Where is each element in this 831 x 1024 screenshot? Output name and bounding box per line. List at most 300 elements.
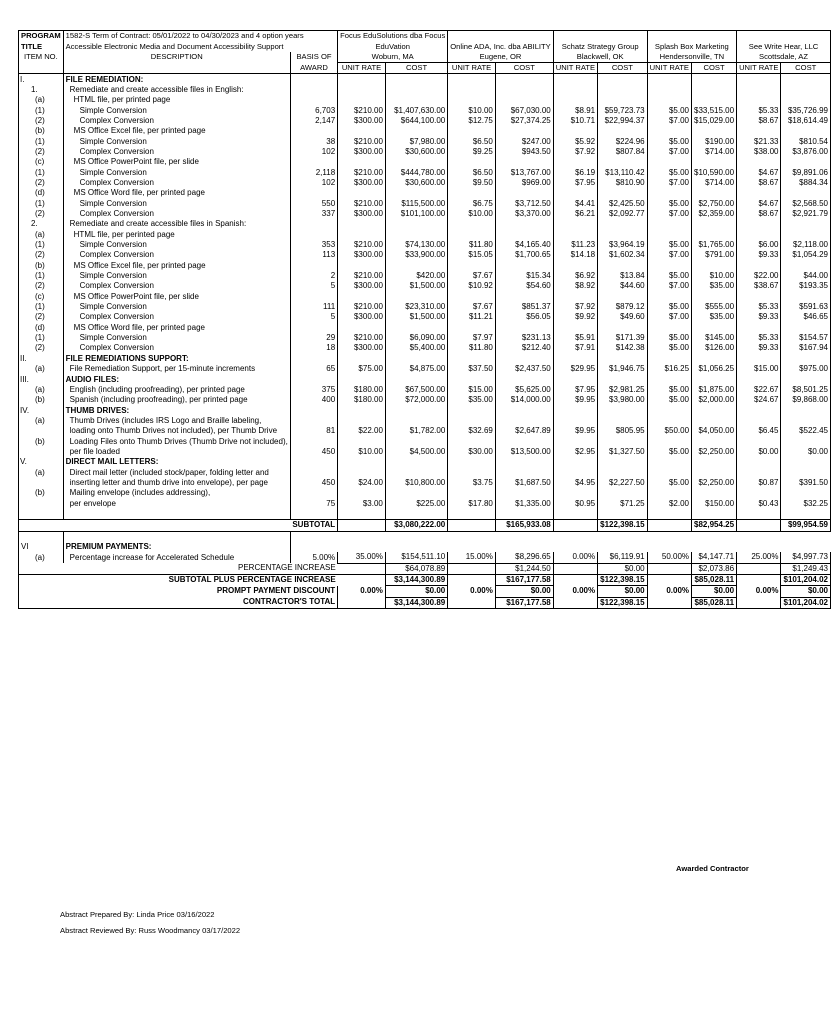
basis-of-award: 5 — [290, 281, 337, 291]
unit-rate — [737, 74, 781, 85]
unit-rate — [737, 85, 781, 95]
cost: $3,876.00 — [781, 147, 831, 157]
unit-rate — [338, 374, 386, 384]
cost — [692, 354, 737, 364]
cost: $7,980.00 — [385, 136, 447, 146]
unit-rate: $8.91 — [553, 105, 597, 115]
unit-rate — [553, 126, 597, 136]
cost — [781, 126, 831, 136]
table-row — [19, 178, 831, 188]
item-description: Simple Conversion — [63, 105, 290, 115]
unit-rate — [553, 261, 597, 271]
unit-rate: $300.00 — [338, 312, 386, 322]
cost — [495, 157, 553, 167]
cost: $0.00 — [781, 447, 831, 457]
unit-rate: $9.33 — [737, 250, 781, 260]
item-description: MS Office Word file, per printed page — [63, 188, 290, 198]
unit-rate — [647, 95, 691, 105]
unit-rate — [553, 374, 597, 384]
cost: $6,090.00 — [385, 333, 447, 343]
cost — [385, 188, 447, 198]
unit-rate — [338, 405, 386, 415]
vendor-5-name-line1 — [737, 31, 831, 42]
cost: $1,407,630.00 — [385, 105, 447, 115]
vendor-5-location: Scottsdale, AZ — [737, 52, 831, 63]
unit-rate: $0.87 — [737, 478, 781, 488]
item-description: MS Office Word file, per printed page — [63, 323, 290, 333]
cost: $1,687.50 — [495, 478, 553, 488]
unit-rate: $5.91 — [553, 333, 597, 343]
cost: $2,921.79 — [781, 209, 831, 219]
contractor-total-value: $101,204.02 — [781, 597, 831, 608]
cost: $391.50 — [781, 478, 831, 488]
percentage-increase-value: $1,244.50 — [495, 563, 553, 574]
cost: $15.34 — [495, 271, 553, 281]
table-row — [19, 240, 831, 250]
cost — [781, 219, 831, 229]
premium-title-row — [19, 542, 831, 552]
percentage-increase-row — [19, 563, 831, 574]
percentage-increase-label: PERCENTAGE INCREASE — [19, 563, 338, 574]
unit-rate: $210.00 — [338, 333, 386, 343]
cost — [495, 374, 553, 384]
unit-rate: $5.00 — [647, 333, 691, 343]
cost — [692, 488, 737, 498]
basis-of-award — [290, 457, 337, 467]
premium-cost: $6,119.91 — [598, 552, 648, 563]
table-row — [19, 126, 831, 136]
cost: $3,712.50 — [495, 199, 553, 209]
unit-rate: $4.67 — [737, 167, 781, 177]
cost: $44.60 — [598, 281, 648, 291]
cost: $23,310.00 — [385, 302, 447, 312]
unit-rate — [647, 157, 691, 167]
cost: $54.60 — [495, 281, 553, 291]
unit-rate — [737, 405, 781, 415]
award-label: AWARD — [290, 63, 337, 74]
program-line: 1582-S Term of Contract: 05/01/2022 to 04/30/2023 and 4 option years — [63, 31, 338, 42]
unit-rate — [553, 292, 597, 302]
cost: $1,335.00 — [495, 498, 553, 508]
cost: $884.34 — [781, 178, 831, 188]
cost: $13,500.00 — [495, 447, 553, 457]
cost: $851.37 — [495, 302, 553, 312]
unit-rate — [338, 467, 386, 477]
unit-rate — [448, 74, 496, 85]
basis-of-award: 375 — [290, 385, 337, 395]
spacer — [290, 531, 830, 542]
bid-abstract-table — [18, 30, 831, 609]
cost: $1,765.00 — [692, 240, 737, 250]
item-description: Complex Conversion — [63, 281, 290, 291]
cost: $1,602.34 — [598, 250, 648, 260]
cost: $49.60 — [598, 312, 648, 322]
unit-rate: $9.25 — [448, 147, 496, 157]
item-description: Thumb Drives (includes IRS Logo and Braille labeling, — [63, 416, 290, 426]
table-row — [19, 395, 831, 405]
unit-rate — [448, 261, 496, 271]
unit-rate: $9.92 — [553, 312, 597, 322]
unit-rate: $6.50 — [448, 136, 496, 146]
spacer-row — [19, 509, 831, 520]
cost: $30,600.00 — [385, 147, 447, 157]
unit-rate: $7.95 — [553, 385, 597, 395]
cost — [692, 85, 737, 95]
unit-rate: $50.00 — [647, 426, 691, 436]
unit-rate: $5.00 — [647, 240, 691, 250]
unit-rate: $210.00 — [338, 199, 386, 209]
item-number: (b) — [19, 126, 64, 136]
percentage-increase-value: $2,073.86 — [692, 563, 737, 574]
cost: $22,994.37 — [598, 116, 648, 126]
spacer — [448, 597, 496, 608]
cost — [598, 323, 648, 333]
unit-rate — [338, 261, 386, 271]
spacer — [448, 563, 496, 574]
item-number: (2) — [19, 312, 64, 322]
basis-of-award — [290, 467, 337, 477]
unit-rate: $6.00 — [737, 240, 781, 250]
cost: $35.00 — [692, 312, 737, 322]
unit-rate — [553, 74, 597, 85]
cost: $2,647.89 — [495, 426, 553, 436]
cost: $9,891.06 — [781, 167, 831, 177]
cost: $231.13 — [495, 333, 553, 343]
unit-rate — [448, 157, 496, 167]
cost: $1,700.65 — [495, 250, 553, 260]
item-description: Complex Conversion — [63, 312, 290, 322]
unit-rate: $3.75 — [448, 478, 496, 488]
basis-of-award — [290, 416, 337, 426]
unit-rate — [647, 74, 691, 85]
cost — [495, 188, 553, 198]
unit-rate: $180.00 — [338, 395, 386, 405]
item-number: VI — [19, 542, 64, 552]
cost: $33,900.00 — [385, 250, 447, 260]
unit-rate — [448, 416, 496, 426]
cost: $190.00 — [692, 136, 737, 146]
cost — [598, 188, 648, 198]
cost — [781, 95, 831, 105]
unit-rate: $0.43 — [737, 498, 781, 508]
cost — [495, 85, 553, 95]
contractor-total-row — [19, 597, 831, 608]
unit-rate: $210.00 — [338, 105, 386, 115]
prompt-payment-rate: 0.00% — [553, 586, 597, 597]
cost: $714.00 — [692, 178, 737, 188]
unit-rate: $4.41 — [553, 199, 597, 209]
unit-rate: $7.95 — [553, 178, 597, 188]
cost: $33,515.00 — [692, 105, 737, 115]
table-row — [19, 447, 831, 457]
cost — [598, 126, 648, 136]
table-row — [19, 116, 831, 126]
unit-rate — [553, 95, 597, 105]
cost: $15,029.00 — [692, 116, 737, 126]
spacer — [647, 509, 691, 520]
spacer — [338, 509, 386, 520]
cost: $212.40 — [495, 343, 553, 353]
spacer — [290, 542, 830, 552]
unit-rate — [448, 126, 496, 136]
prompt-payment-row — [19, 586, 831, 597]
subtotal-plus-value: $85,028.11 — [692, 574, 737, 585]
cost — [598, 292, 648, 302]
cost: $224.96 — [598, 136, 648, 146]
unit-rate — [338, 188, 386, 198]
unit-rate — [647, 292, 691, 302]
premium-row — [19, 552, 831, 563]
unit-rate: $210.00 — [338, 240, 386, 250]
spacer — [448, 509, 496, 520]
title-label: TITLE — [19, 41, 64, 51]
unit-rate — [737, 436, 781, 446]
unit-rate — [448, 488, 496, 498]
cost — [781, 230, 831, 240]
cost: $30,600.00 — [385, 178, 447, 188]
cost-header: COST — [495, 63, 553, 74]
cost: $150.00 — [692, 498, 737, 508]
table-row — [19, 230, 831, 240]
unit-rate: $300.00 — [338, 343, 386, 353]
unit-rate: $7.00 — [647, 116, 691, 126]
vendor-2-name-line2: Online ADA, Inc. dba ABILITY — [448, 41, 553, 51]
cost — [781, 354, 831, 364]
cost: $1,946.75 — [598, 364, 648, 374]
item-number: (b) — [19, 488, 64, 498]
subtotal-value: $122,398.15 — [598, 520, 648, 531]
item-description: Complex Conversion — [63, 250, 290, 260]
premium-rate: 0.00% — [553, 552, 597, 563]
unit-rate — [553, 230, 597, 240]
item-description: English (including proofreading), per printed page — [63, 385, 290, 395]
item-description: FILE REMEDIATIONS SUPPORT: — [63, 354, 290, 364]
premium-rate: 5.00% — [290, 552, 337, 563]
unit-rate: $38.67 — [737, 281, 781, 291]
item-number: (b) — [19, 436, 64, 446]
spacer — [338, 520, 386, 531]
spacer — [737, 597, 781, 608]
cost-header: COST — [692, 63, 737, 74]
abstract-reviewed-by: Abstract Reviewed By: Russ Woodmancy 03/17/2022 — [60, 926, 241, 935]
unit-rate: $9.95 — [553, 426, 597, 436]
cost — [692, 292, 737, 302]
unit-rate — [553, 467, 597, 477]
unit-rate: $15.00 — [737, 364, 781, 374]
unit-rate — [647, 126, 691, 136]
premium-description: Percentage increase for Accelerated Schedule — [63, 552, 290, 563]
vendor-2-location: Eugene, OR — [448, 52, 553, 63]
section-row — [19, 374, 831, 384]
subtotal-plus-value: $101,204.02 — [781, 574, 831, 585]
section-row — [19, 457, 831, 467]
item-number: (1) — [19, 271, 64, 281]
unit-rate: $9.33 — [737, 343, 781, 353]
cost: $555.00 — [692, 302, 737, 312]
table-row — [19, 147, 831, 157]
subtotal-value: $165,933.08 — [495, 520, 553, 531]
cost: $10,590.00 — [692, 167, 737, 177]
cost — [781, 374, 831, 384]
unit-rate: $10.92 — [448, 281, 496, 291]
unit-rate: $5.00 — [647, 136, 691, 146]
unit-rate: $180.00 — [338, 385, 386, 395]
cost — [781, 85, 831, 95]
subtotal-plus-label: SUBTOTAL PLUS PERCENTAGE INCREASE — [19, 574, 338, 585]
unit-rate — [647, 457, 691, 467]
cost: $2,227.50 — [598, 478, 648, 488]
unit-rate: $5.00 — [647, 302, 691, 312]
unit-rate: $300.00 — [338, 116, 386, 126]
cost — [692, 188, 737, 198]
item-number: (a) — [19, 467, 64, 477]
basis-of-award — [290, 74, 337, 85]
unit-rate — [448, 95, 496, 105]
section-row — [19, 74, 831, 85]
unit-rate: $7.91 — [553, 343, 597, 353]
basis-of-award: 353 — [290, 240, 337, 250]
spacer — [553, 574, 597, 585]
cost: $32.25 — [781, 498, 831, 508]
spacer — [737, 574, 781, 585]
bid-abstract-sheet — [18, 30, 831, 609]
unit-rate: $6.50 — [448, 167, 496, 177]
unit-rate: $4.67 — [737, 199, 781, 209]
item-number — [19, 498, 64, 508]
section-row — [19, 405, 831, 415]
spacer — [448, 574, 496, 585]
cost — [781, 157, 831, 167]
unit-rate: $7.00 — [647, 312, 691, 322]
unit-rate: $10.00 — [448, 209, 496, 219]
premium-cost: $4,997.73 — [781, 552, 831, 563]
item-description: MS Office Excel file, per printed page — [63, 261, 290, 271]
unit-rate — [553, 488, 597, 498]
item-number — [19, 447, 64, 457]
basis-of-award: 6,703 — [290, 105, 337, 115]
unit-rate — [737, 416, 781, 426]
unit-rate: $7.92 — [553, 302, 597, 312]
unit-rate-header: UNIT RATE — [553, 63, 597, 74]
unit-rate — [553, 405, 597, 415]
item-number: (2) — [19, 116, 64, 126]
item-number: (2) — [19, 281, 64, 291]
table-row — [19, 467, 831, 477]
spacer — [338, 574, 386, 585]
item-description: Complex Conversion — [63, 178, 290, 188]
basis-of-award — [290, 292, 337, 302]
spacer — [19, 531, 64, 542]
cost — [385, 74, 447, 85]
unit-rate — [553, 416, 597, 426]
title-line: Accessible Electronic Media and Document Accessibility Support — [63, 41, 338, 51]
cost — [385, 85, 447, 95]
item-number: (1) — [19, 105, 64, 115]
unit-rate: $15.05 — [448, 250, 496, 260]
cost: $2,568.50 — [781, 199, 831, 209]
cost — [598, 261, 648, 271]
unit-rate — [553, 436, 597, 446]
unit-rate: $11.21 — [448, 312, 496, 322]
unit-rate — [338, 74, 386, 85]
table-row — [19, 323, 831, 333]
cost — [692, 95, 737, 105]
cost: $126.00 — [692, 343, 737, 353]
cost — [385, 219, 447, 229]
cost: $969.00 — [495, 178, 553, 188]
unit-rate — [647, 323, 691, 333]
spacer — [553, 509, 597, 520]
item-number: (a) — [19, 364, 64, 374]
basis-of-award: 550 — [290, 199, 337, 209]
item-number: (a) — [19, 552, 64, 563]
item-description: per envelope — [63, 498, 290, 508]
unit-rate: $7.00 — [647, 281, 691, 291]
unit-rate — [338, 354, 386, 364]
cost — [495, 323, 553, 333]
cost: $4,875.00 — [385, 364, 447, 374]
cost: $2,359.00 — [692, 209, 737, 219]
cost: $2,118.00 — [781, 240, 831, 250]
unit-rate: $5.00 — [647, 105, 691, 115]
unit-rate: $22.67 — [737, 385, 781, 395]
unit-rate — [448, 457, 496, 467]
percentage-increase-value: $1,249.43 — [781, 563, 831, 574]
cost: $2,000.00 — [692, 395, 737, 405]
cost — [781, 457, 831, 467]
cost: $13,110.42 — [598, 167, 648, 177]
cost — [598, 405, 648, 415]
subtotal-plus-row — [19, 574, 831, 585]
basis-of-award — [290, 230, 337, 240]
unit-rate: $15.00 — [448, 385, 496, 395]
spacer — [553, 520, 597, 531]
basis-of-award: 38 — [290, 136, 337, 146]
cost — [598, 354, 648, 364]
cost — [495, 95, 553, 105]
unit-rate: $300.00 — [338, 209, 386, 219]
item-description: MS Office Excel file, per printed page — [63, 126, 290, 136]
unit-rate: $7.67 — [448, 302, 496, 312]
unit-rate — [647, 416, 691, 426]
item-description: loading onto Thumb Drives not included), per Thumb Drive — [63, 426, 290, 436]
unit-rate — [647, 230, 691, 240]
cost: $2,250.00 — [692, 447, 737, 457]
cost: $10.00 — [692, 271, 737, 281]
unit-rate: $5.00 — [647, 199, 691, 209]
unit-rate: $10.00 — [448, 105, 496, 115]
spacer — [19, 520, 64, 531]
unit-rate — [553, 157, 597, 167]
cost — [598, 219, 648, 229]
unit-rate — [647, 488, 691, 498]
unit-rate — [448, 230, 496, 240]
cost: $522.45 — [781, 426, 831, 436]
spacer — [63, 531, 290, 542]
contractor-total-value: $3,144,300.89 — [385, 597, 447, 608]
table-row — [19, 364, 831, 374]
unit-rate: $210.00 — [338, 271, 386, 281]
cost: $18,614.49 — [781, 116, 831, 126]
spacer — [737, 563, 781, 574]
unit-rate — [737, 292, 781, 302]
unit-rate: $10.71 — [553, 116, 597, 126]
spacer — [19, 509, 64, 520]
item-description: Complex Conversion — [63, 209, 290, 219]
table-row — [19, 416, 831, 426]
table-row — [19, 488, 831, 498]
cost: $879.12 — [598, 302, 648, 312]
